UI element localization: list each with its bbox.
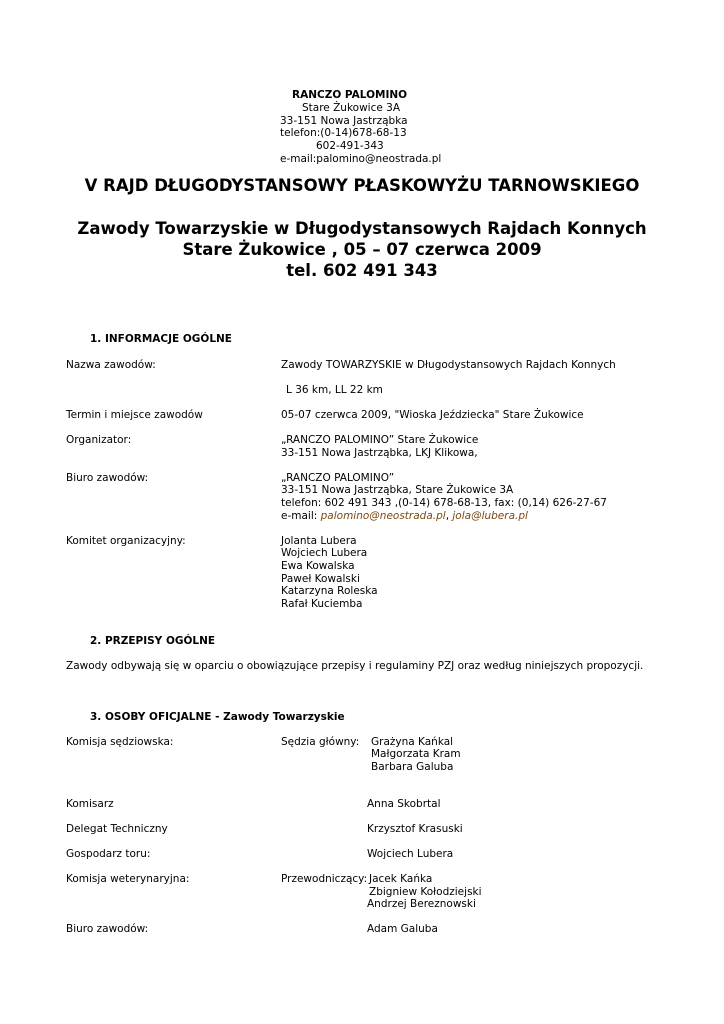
label-commissioner: Komisarz <box>66 798 114 810</box>
jury-role: Sędzia główny: <box>281 736 360 748</box>
label-course-host: Gospodarz toru: <box>66 848 151 860</box>
jury-member: Małgorzata Kram <box>371 748 461 760</box>
main-title: V RAJD DŁUGODYSTANSOWY PŁASKOWYŻU TARNOWSKIEGO <box>84 176 640 195</box>
header-phone: telefon:(0-14)678-68-13 <box>280 127 407 139</box>
value-competition-name: Zawody TOWARZYSKIE w Długodystansowych Rajdach Konnych <box>281 359 616 371</box>
committee-member: Rafał Kuciemba <box>281 598 363 610</box>
email-prefix: e-mail: <box>281 510 321 522</box>
header-email: e-mail:palomino@neostrada.pl <box>280 153 442 165</box>
label-vet-commission: Komisja weterynaryjna: <box>66 873 190 885</box>
label-competition-name: Nazwa zawodów: <box>66 359 156 371</box>
header-name: RANCZO PALOMINO <box>292 89 408 101</box>
value-office-line3: telefon: 602 491 343 ,(0-14) 678-68-13, fax: (0,14) 626-27-67 <box>281 497 607 509</box>
header-street: Stare Żukowice 3A <box>302 102 401 114</box>
jury-member: Grażyna Kańkal <box>371 736 454 748</box>
value-commissioner: Anna Skobrtal <box>367 798 441 810</box>
vet-member: Jacek Kańka <box>369 873 433 885</box>
label-committee: Komitet organizacyjny: <box>66 535 186 547</box>
label-office: Biuro zawodów: <box>66 472 149 484</box>
committee-member: Katarzyna Roleska <box>281 585 378 597</box>
label-organizer: Organizator: <box>66 434 132 446</box>
label-jury: Komisja sędziowska: <box>66 736 174 748</box>
label-date-place: Termin i miejsce zawodów <box>66 409 203 421</box>
email-separator: , <box>445 510 453 522</box>
header-city: 33-151 Nowa Jastrząbka <box>280 115 408 127</box>
email-link-palomino[interactable]: palomino@neostrada.pl <box>320 510 446 522</box>
value-organizer-line2: 33-151 Nowa Jastrząbka, LKJ Klikowa, <box>281 447 478 459</box>
value-distances: L 36 km, LL 22 km <box>286 384 383 396</box>
subtitle-date: Stare Żukowice , 05 – 07 czerwca 2009 <box>182 240 542 259</box>
vet-member: Andrzej Bereznowski <box>367 898 476 910</box>
committee-member: Wojciech Lubera <box>281 547 368 559</box>
value-office-email <box>281 510 528 523</box>
value-office-line1: „RANCZO PALOMINO” <box>281 472 395 484</box>
general-rules-text: Zawody odbywają się w oparciu o obowiązujące przepisy i regulaminy PZJ oraz według niniejszych propozycji. <box>66 660 644 672</box>
committee-member: Jolanta Lubera <box>281 535 357 547</box>
subtitle-phone: tel. 602 491 343 <box>286 261 438 280</box>
vet-member: Zbigniew Kołodziejski <box>369 886 482 898</box>
value-course-host: Wojciech Lubera <box>367 848 454 860</box>
value-office-line2: 33-151 Nowa Jastrząbka, Stare Żukowice 3A <box>281 484 514 496</box>
label-officials-office: Biuro zawodów: <box>66 923 149 935</box>
subtitle-event: Zawody Towarzyskie w Długodystansowych Rajdach Konnych <box>77 219 647 238</box>
committee-member: Ewa Kowalska <box>281 560 355 572</box>
value-organizer-line1: „RANCZO PALOMINO” Stare Żukowice <box>281 434 479 446</box>
value-officials-office: Adam Galuba <box>367 923 438 935</box>
committee-member: Paweł Kowalski <box>281 573 360 585</box>
section-heading-general-rules: 2. PRZEPISY OGÓLNE <box>90 635 216 647</box>
value-technical-delegate: Krzysztof Krasuski <box>367 823 463 835</box>
value-date-place: 05-07 czerwca 2009, "Wioska Jeździecka" Stare Żukowice <box>281 409 584 421</box>
label-technical-delegate: Delegat Techniczny <box>66 823 168 835</box>
section-heading-officials: 3. OSOBY OFICJALNE - Zawody Towarzyskie <box>90 711 345 723</box>
jury-member: Barbara Galuba <box>371 761 454 773</box>
header-mobile: 602-491-343 <box>316 140 384 152</box>
email-link-jola[interactable]: jola@lubera.pl <box>452 510 528 522</box>
vet-role: Przewodniczący: <box>281 873 368 885</box>
section-heading-general-info: 1. INFORMACJE OGÓLNE <box>90 333 232 345</box>
